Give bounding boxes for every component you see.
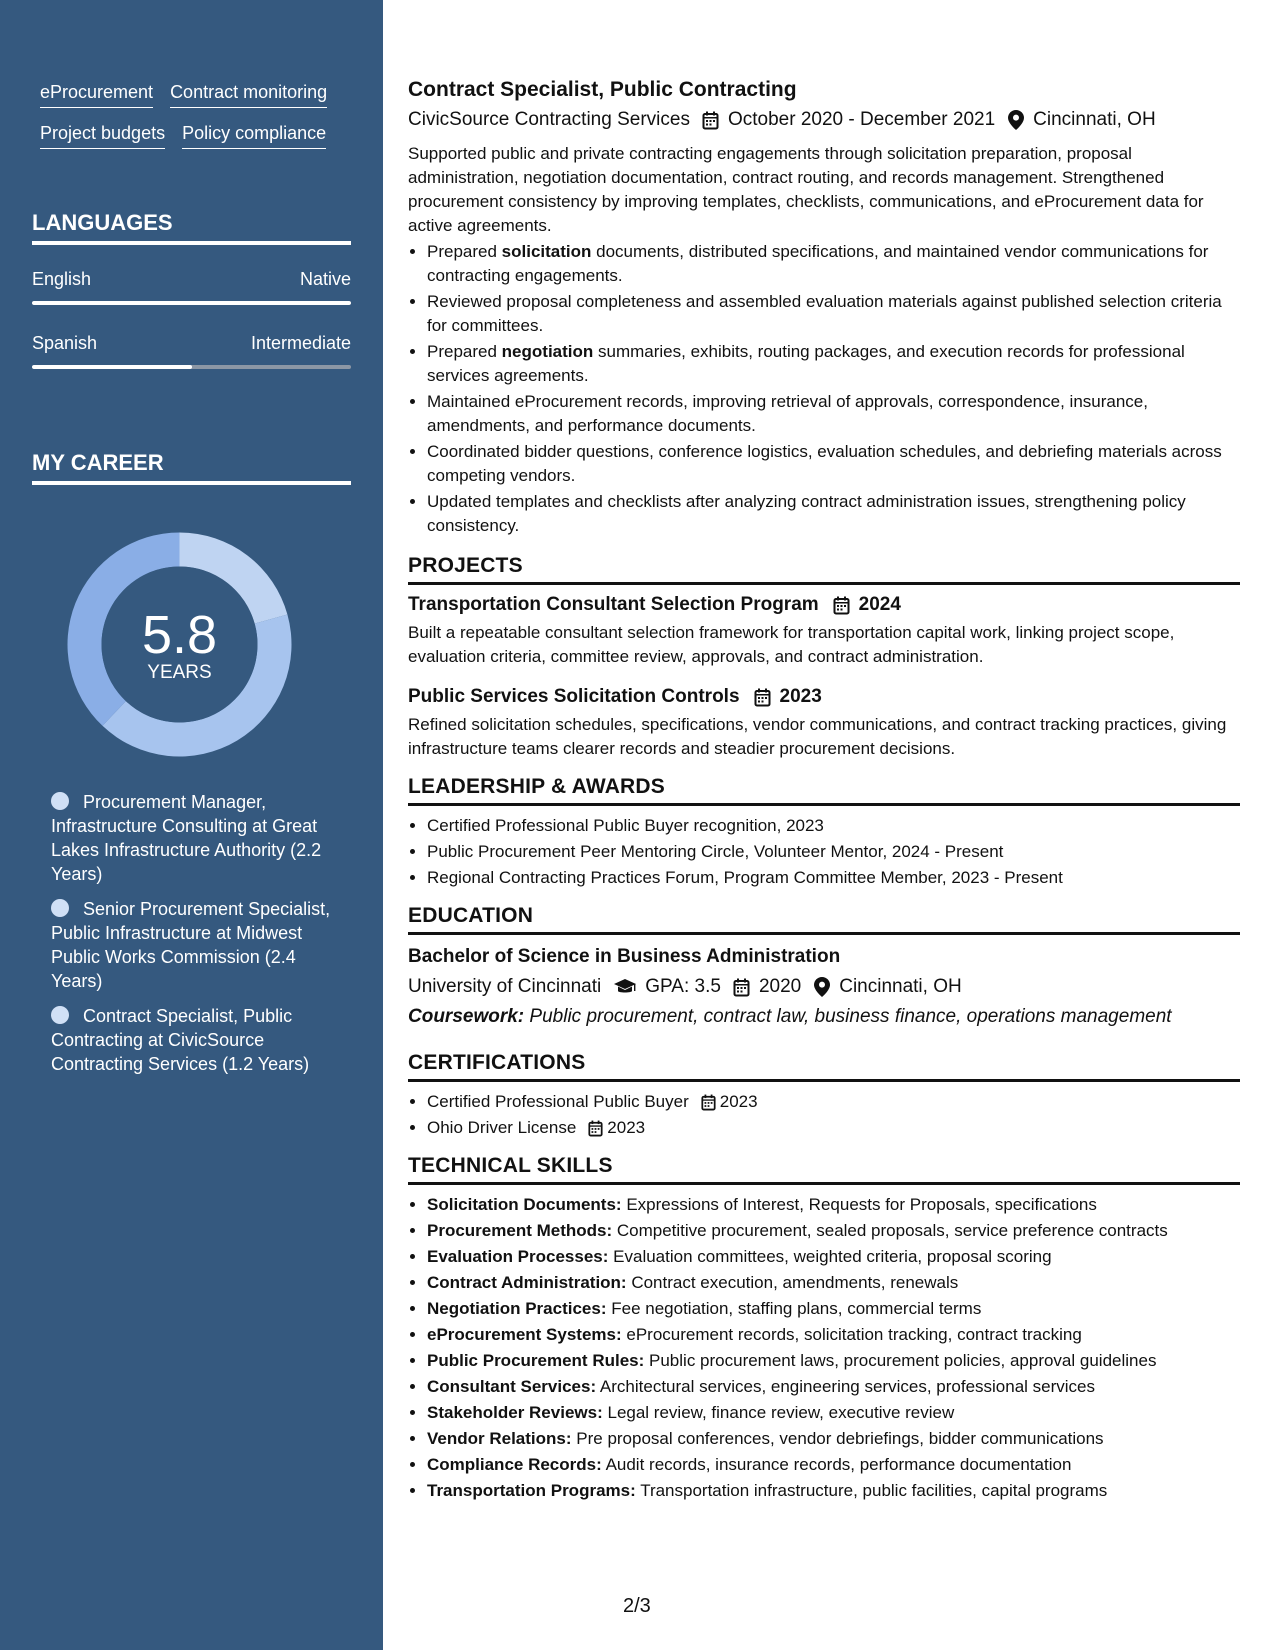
skill-values: Expressions of Interest, Requests for Proposals, specifications <box>626 1195 1097 1214</box>
language-level: Native <box>299 269 351 289</box>
bullet-text: Prepared <box>427 342 502 361</box>
project-item <box>408 683 1240 761</box>
language-name: Spanish <box>32 333 98 353</box>
calendar-icon <box>702 110 720 130</box>
bullet-text: Reviewed proposal completeness and assembled evaluation materials against published selection criteria for committees. <box>427 292 1222 335</box>
education-heading: EDUCATION <box>408 904 1240 935</box>
job-bullets <box>408 240 1240 538</box>
skill-category: Procurement Methods: <box>427 1221 613 1240</box>
project-item <box>408 591 1240 669</box>
job-bullet <box>427 440 1240 488</box>
calendar-icon <box>833 595 851 615</box>
leadership-item: • Regional Contracting Practices Forum, Program Committee Member, 2023 - Present <box>427 866 1240 890</box>
technical-skills-heading: TECHNICAL SKILLS <box>408 1154 1240 1185</box>
skill-row <box>40 82 362 108</box>
skill-tags <box>32 82 362 164</box>
skill-category: Evaluation Processes: <box>427 1247 609 1266</box>
leadership-section <box>408 775 1240 890</box>
leadership-item: • Certified Professional Public Buyer recognition, 2023 <box>427 814 1240 838</box>
coursework-label: Coursework: <box>408 1006 525 1027</box>
skill-values: Evaluation committees, weighted criteria, proposal scoring <box>613 1247 1052 1266</box>
technical-skill-item <box>427 1323 1240 1347</box>
skill-values: Pre proposal conferences, vendor debriefings, bidder communications <box>576 1429 1104 1448</box>
school-name: University of Cincinnati <box>408 976 602 997</box>
skill-values: Fee negotiation, staffing plans, commercial terms <box>611 1299 982 1318</box>
skill-row <box>40 123 362 149</box>
calendar-icon <box>733 977 751 997</box>
location-pin-icon <box>1007 110 1025 130</box>
projects-heading: PROJECTS <box>408 554 1240 585</box>
skill-values: Audit records, insurance records, performance documentation <box>605 1455 1072 1474</box>
content-column <box>408 76 1240 1505</box>
technical-skill-item <box>427 1427 1240 1451</box>
skill-tag: Project budgets <box>40 123 165 149</box>
job-bullet <box>427 290 1240 338</box>
technical-skill-item <box>427 1401 1240 1425</box>
technical-skill-item <box>427 1349 1240 1373</box>
school-location: Cincinnati, OH <box>839 976 962 997</box>
certification-name: • Certified Professional Public Buyer <box>427 1092 689 1111</box>
bullet-text: documents, distributed specifications, and maintained vendor communications for contracting engagements. <box>427 242 1209 285</box>
job-meta <box>408 106 1240 134</box>
certifications-section <box>408 1051 1240 1140</box>
graduation-year: 2020 <box>758 976 802 997</box>
certifications-list <box>408 1090 1240 1140</box>
career-section <box>32 450 351 485</box>
certification-year: 2023 <box>607 1118 646 1137</box>
skill-category: Stakeholder Reviews: <box>427 1403 603 1422</box>
technical-skill-item <box>427 1375 1240 1399</box>
language-level: Intermediate <box>250 333 351 353</box>
language-bar-fill <box>32 365 192 369</box>
job-location: Cincinnati, OH <box>1033 109 1156 130</box>
technical-skill-item <box>427 1271 1240 1295</box>
skill-tag: Policy compliance <box>182 123 326 149</box>
experience-entry <box>408 76 1240 538</box>
project-year: 2023 <box>779 686 822 707</box>
language-row <box>32 269 351 290</box>
job-bullet <box>427 240 1240 288</box>
skill-values: Architectural services, engineering services, professional services <box>599 1377 1096 1396</box>
language-bar <box>32 365 351 369</box>
skill-category: Public Procurement Rules: <box>427 1351 645 1370</box>
certifications-heading: CERTIFICATIONS <box>408 1051 1240 1082</box>
career-total-years: 5.8 <box>141 605 218 665</box>
job-summary: Supported public and private contracting engagements through solicitation preparation, proposal administration, negotiation documentation, contract routing, and records management. Strengthened procurement consistency by improving templates, checklists, communications, and eProcurement data for active agreements. <box>408 144 1204 235</box>
languages-section <box>32 210 351 369</box>
project-year: 2024 <box>858 594 901 615</box>
technical-skill-item <box>427 1453 1240 1477</box>
job-dates: October 2020 - December 2021 <box>727 109 996 130</box>
skill-values: eProcurement records, solicitation tracking, contract tracking <box>626 1325 1082 1344</box>
certification-item <box>427 1090 1240 1114</box>
calendar-icon <box>754 687 772 707</box>
career-item-text: Senior Procurement Specialist, Public Infrastructure at Midwest Public Works Commission (2.4 Years) <box>51 899 331 991</box>
career-item-text: Contract Specialist, Public Contracting at CivicSource Contracting Services (1.2 Years) <box>51 1006 310 1074</box>
bullet-text: Prepared <box>427 242 502 261</box>
career-total-unit: YEARS <box>147 662 212 683</box>
skill-category: Solicitation Documents: <box>427 1195 622 1214</box>
skill-category: Transportation Programs: <box>427 1481 636 1500</box>
donut-center <box>67 532 292 757</box>
technical-skill-item <box>427 1479 1240 1503</box>
bullet-bold-text: negotiation <box>501 342 594 361</box>
project-description: Built a repeatable consultant selection framework for transportation capital work, linking project scope, evaluation criteria, committee review, approvals, and contract administration. <box>408 623 1175 666</box>
language-row <box>32 333 351 354</box>
bullet-text: summaries, exhibits, routing packages, and execution records for professional services agreements. <box>427 342 1185 385</box>
location-pin-icon <box>813 977 831 997</box>
language-name: English <box>32 269 92 289</box>
bullet-dot-icon <box>51 792 69 810</box>
technical-skills-section <box>408 1154 1240 1503</box>
bullet-text: Maintained eProcurement records, improving retrieval of approvals, correspondence, insurance, amendments, and performance documents. <box>427 392 1148 435</box>
skill-tag: eProcurement <box>40 82 153 108</box>
company-name: CivicSource Contracting Services <box>408 109 690 130</box>
job-bullet <box>427 340 1240 388</box>
leadership-item: • Public Procurement Peer Mentoring Circle, Volunteer Mentor, 2024 - Present <box>427 840 1240 864</box>
skill-category: eProcurement Systems: <box>427 1325 622 1344</box>
career-donut-chart <box>67 532 292 757</box>
projects-section <box>408 554 1240 761</box>
career-item <box>51 1004 331 1076</box>
language-item <box>32 269 351 305</box>
language-bar-fill <box>32 301 351 305</box>
main-content <box>383 0 1275 1650</box>
career-item <box>51 790 331 886</box>
career-heading: MY CAREER <box>32 450 351 485</box>
calendar-icon <box>588 1119 604 1137</box>
skill-category: Vendor Relations: <box>427 1429 572 1448</box>
skill-category: Negotiation Practices: <box>427 1299 607 1318</box>
skill-category: Compliance Records: <box>427 1455 602 1474</box>
certification-name: • Ohio Driver License <box>427 1118 577 1137</box>
career-list <box>51 790 331 1087</box>
certification-year: 2023 <box>719 1092 758 1111</box>
project-title: Public Services Solicitation Controls <box>408 686 740 707</box>
coursework <box>408 1003 1240 1031</box>
leadership-heading: LEADERSHIP & AWARDS <box>408 775 1240 806</box>
skill-values: Public procurement laws, procurement policies, approval guidelines <box>649 1351 1157 1370</box>
career-item <box>51 897 331 993</box>
certification-line <box>427 1090 758 1114</box>
technical-skill-item <box>427 1297 1240 1321</box>
technical-skill-item <box>427 1245 1240 1269</box>
certification-item <box>427 1116 1240 1140</box>
technical-skills-list <box>408 1193 1240 1503</box>
gpa: GPA: 3.5 <box>645 976 721 997</box>
project-title-row <box>408 591 1240 619</box>
project-title: Transportation Consultant Selection Program <box>408 594 819 615</box>
leadership-list <box>408 814 1240 890</box>
skill-values: Legal review, finance review, executive review <box>607 1403 955 1422</box>
skill-values: Competitive procurement, sealed proposals, service preference contracts <box>616 1221 1168 1240</box>
bullet-text: Updated templates and checklists after analyzing contract administration issues, strengthening policy consistency. <box>427 492 1186 535</box>
language-bar <box>32 301 351 305</box>
page-number: 2/3 <box>623 1595 651 1617</box>
bullet-text: Coordinated bidder questions, conference logistics, evaluation schedules, and debriefing materials across competing vendors. <box>427 442 1222 485</box>
graduation-cap-icon <box>613 977 637 997</box>
sidebar <box>0 0 383 1650</box>
project-description: Refined solicitation schedules, specifications, vendor communications, and contract tracking practices, giving infrastructure teams clearer records and steadier procurement decisions. <box>408 715 1227 758</box>
project-title-row <box>408 683 1240 711</box>
skill-values: Contract execution, amendments, renewals <box>631 1273 959 1292</box>
bullet-dot-icon <box>51 899 69 917</box>
calendar-icon <box>701 1093 717 1111</box>
language-item <box>32 333 351 369</box>
job-bullet <box>427 390 1240 438</box>
job-title: Contract Specialist, Public Contracting <box>408 78 797 101</box>
education-meta <box>408 973 1240 1001</box>
languages-heading: LANGUAGES <box>32 210 351 245</box>
bullet-dot-icon <box>51 1006 69 1024</box>
skill-tag: Contract monitoring <box>170 82 327 108</box>
certification-line <box>427 1116 645 1140</box>
job-bullet <box>427 490 1240 538</box>
education-section <box>408 904 1240 1031</box>
skill-category: Consultant Services: <box>427 1377 597 1396</box>
technical-skill-item <box>427 1219 1240 1243</box>
career-item-text: Procurement Manager, Infrastructure Consulting at Great Lakes Infrastructure Authority (2.2 Years) <box>51 792 322 884</box>
skill-values: Transportation infrastructure, public facilities, capital programs <box>640 1481 1108 1500</box>
coursework-text: Public procurement, contract law, business finance, operations management <box>529 1006 1172 1027</box>
technical-skill-item <box>427 1193 1240 1217</box>
degree: Bachelor of Science in Business Administration <box>408 946 841 967</box>
bullet-bold-text: solicitation <box>501 242 592 261</box>
skill-category: Contract Administration: <box>427 1273 627 1292</box>
